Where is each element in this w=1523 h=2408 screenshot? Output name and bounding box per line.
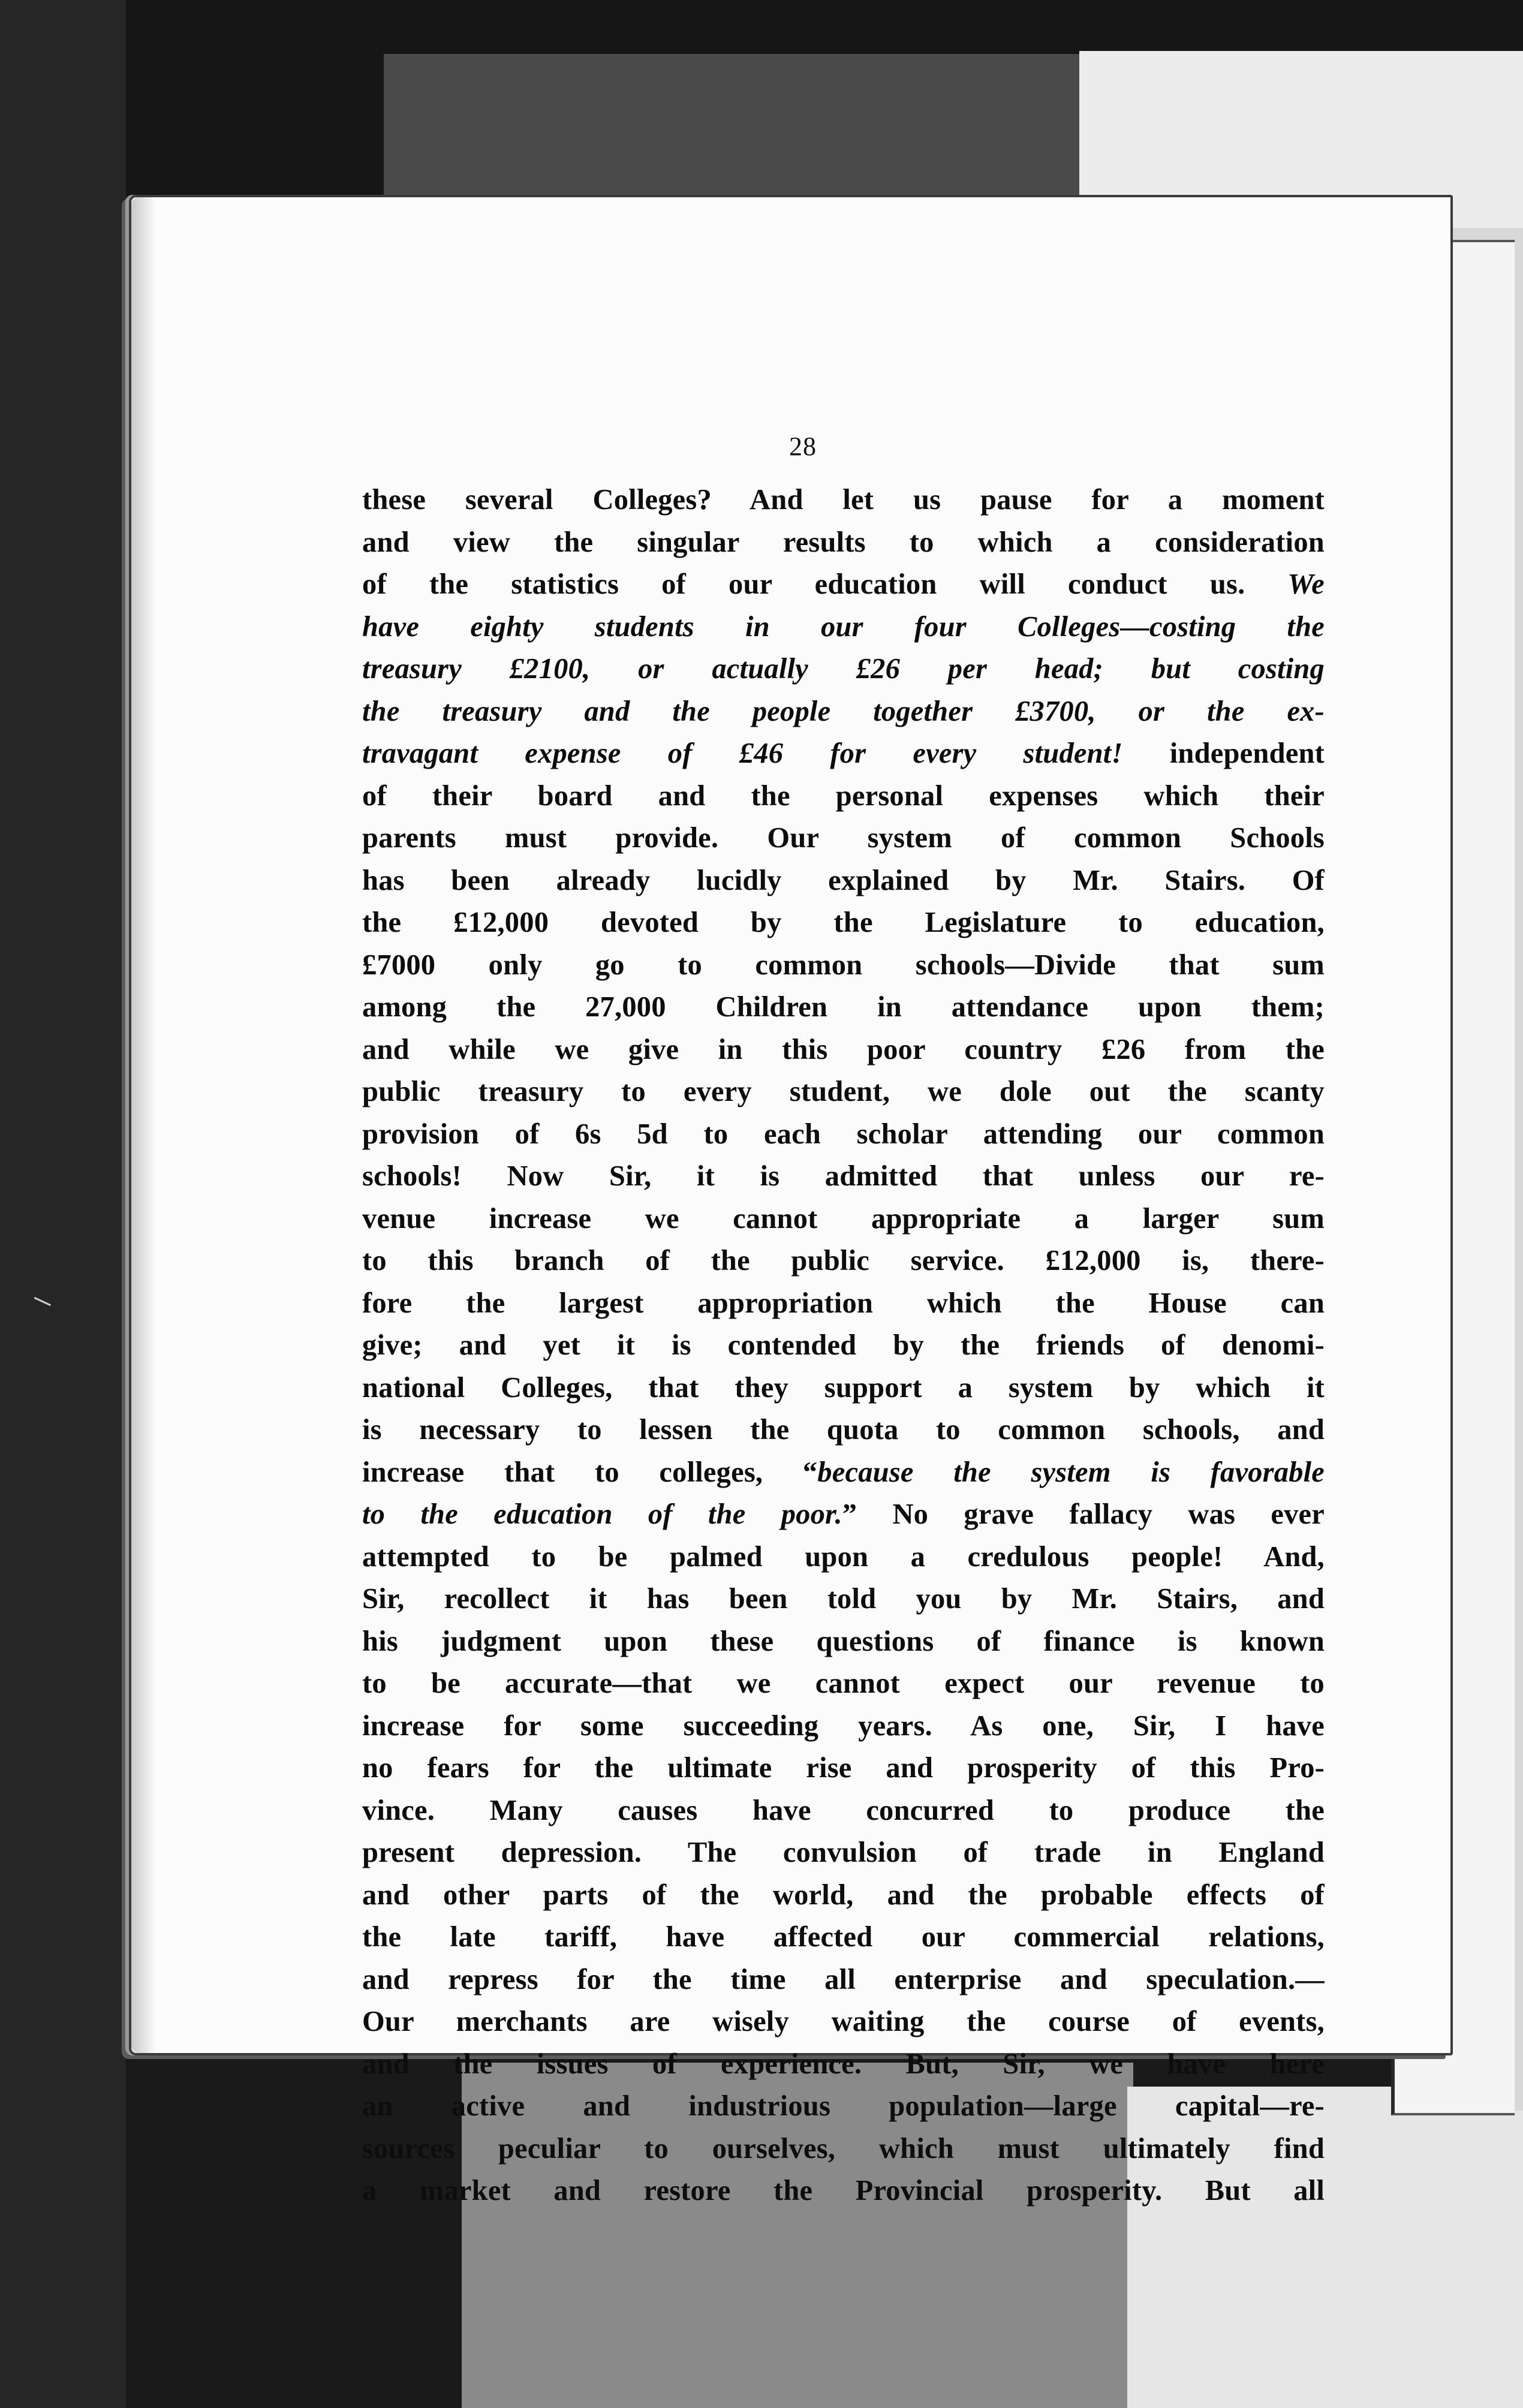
- text-line: [362, 522, 1325, 564]
- page-spine-shadow: [131, 197, 155, 2053]
- text-run: and the issues of experience. But, Sir, we have here: [362, 2048, 1325, 2080]
- text-run: to this branch of the public service. £12,000 is, there-: [362, 1245, 1325, 1277]
- text-run: a market and restore the Provincial prosperity. But all: [362, 2175, 1325, 2207]
- text-run: Sir, recollect it has been told you by Mr. Stairs, and: [362, 1583, 1325, 1615]
- text-line: [362, 2128, 1325, 2171]
- text-run: vince. Many causes have concurred to produce the: [362, 1794, 1325, 1826]
- text-run: an active and industrious population—large capital—re-: [362, 2090, 1325, 2122]
- text-run: to be accurate—that we cannot expect our revenue to: [362, 1667, 1325, 1699]
- text-run: fore the largest appropriation which the House can: [362, 1287, 1325, 1319]
- text-line: [362, 2043, 1325, 2086]
- text-line: [362, 648, 1325, 691]
- text-line: [362, 1283, 1325, 1325]
- text-run: parents must provide. Our system of common Schools: [362, 822, 1325, 854]
- text-line: [362, 2085, 1325, 2128]
- text-run: increase for some succeeding years. As one, Sir, I have: [362, 1709, 1325, 1742]
- body-text: [362, 479, 1325, 2213]
- text-run: increase that to colleges, “: [362, 1456, 818, 1488]
- text-line: [362, 1367, 1325, 1410]
- text-run: independent: [1169, 738, 1325, 769]
- italic-text: because the system is favorable: [817, 1456, 1325, 1488]
- text-line: [362, 1029, 1325, 1071]
- italic-text: treasury £2100, or actually £26 per head; but costing: [362, 653, 1325, 685]
- text-run: the £12,000 devoted by the Legislature to education,: [362, 907, 1325, 938]
- text-line: [362, 1705, 1325, 1748]
- book-page: [129, 195, 1453, 2207]
- text-run: no fears for the ultimate rise and prosperity of this Pro-: [362, 1752, 1325, 1784]
- text-line: [362, 2170, 1325, 2213]
- text-run: and while we give in this poor country £26 from the: [362, 1033, 1325, 1065]
- text-run: national Colleges, that they support a system by which it: [362, 1371, 1325, 1404]
- page-number: 28: [789, 432, 817, 461]
- text-line: [362, 944, 1325, 987]
- text-run: attempted to be palmed upon a credulous people! And,: [362, 1540, 1325, 1573]
- text-run: has been already lucidly explained by Mr. Stairs. Of: [362, 864, 1325, 896]
- text-line: [362, 606, 1325, 649]
- text-line: [362, 817, 1325, 860]
- text-run: venue increase we cannot appropriate a larger sum: [362, 1202, 1325, 1235]
- text-line: [362, 1747, 1325, 1790]
- text-line: [362, 1663, 1325, 1705]
- text-line: [362, 902, 1325, 944]
- text-run: £7000 only go to common schools—Divide that sum: [362, 949, 1325, 981]
- text-run: and view the singular results to which a consideration: [362, 526, 1325, 558]
- italic-text: We: [1287, 568, 1325, 600]
- text-line: [362, 1325, 1325, 1367]
- text-run: ” No grave fallacy was ever: [842, 1498, 1325, 1530]
- text-run: sources peculiar to ourselves, which must ultimately find: [362, 2132, 1325, 2165]
- text-run: among the 27,000 Children in attendance upon them;: [362, 991, 1325, 1023]
- text-run: public treasury to every student, we dole out the scanty: [362, 1076, 1325, 1107]
- text-line: [362, 733, 1325, 775]
- text-line: [362, 1621, 1325, 1663]
- text-line: [362, 1832, 1325, 1874]
- text-run: schools! Now Sir, it is admitted that unless our re-: [362, 1160, 1325, 1192]
- text-line: [362, 1494, 1325, 1536]
- text-line: [362, 2001, 1325, 2043]
- italic-text: have eighty students in our four Colleges—costing the: [362, 610, 1325, 643]
- italic-text: to the education of the poor.: [362, 1498, 842, 1530]
- text-run: and other parts of the world, and the probable effects of: [362, 1879, 1325, 1911]
- text-run: the late tariff, have affected our commercial relations,: [362, 1921, 1325, 1953]
- text-run: provision of 6s 5d to each scholar attending our common: [362, 1118, 1325, 1150]
- italic-text: travagant expense of £46 for every student!: [362, 738, 1170, 769]
- text-run: and repress for the time all enterprise and speculation.—: [362, 1963, 1325, 1995]
- text-run: give; and yet it is contended by the friends of denomi-: [362, 1329, 1325, 1361]
- text-run: present depression. The convulsion of trade in England: [362, 1837, 1325, 1868]
- text-line: [362, 1113, 1325, 1156]
- text-line: [362, 1409, 1325, 1452]
- text-line: [362, 1578, 1325, 1621]
- text-run: his judgment upon these questions of finance is known: [362, 1625, 1325, 1657]
- text-run: these several Colleges? And let us pause for a moment: [362, 484, 1325, 516]
- text-line: [362, 691, 1325, 733]
- film-background-left: [0, 0, 126, 2408]
- film-background-strip: [384, 54, 1115, 210]
- text-line: [362, 1916, 1325, 1959]
- text-line: [362, 1155, 1325, 1198]
- text-line: [362, 1198, 1325, 1241]
- text-line: [362, 1790, 1325, 1832]
- text-run: Our merchants are wisely waiting the course of events,: [362, 2006, 1325, 2037]
- text-line: [362, 1536, 1325, 1579]
- text-line: [362, 775, 1325, 818]
- text-line: [362, 479, 1325, 522]
- text-line: [362, 1452, 1325, 1494]
- text-line: [362, 986, 1325, 1029]
- text-line: [362, 860, 1325, 902]
- text-line: [362, 564, 1325, 606]
- text-line: [362, 1240, 1325, 1283]
- text-run: is necessary to lessen the quota to common schools, and: [362, 1414, 1325, 1446]
- text-run: of the statistics of our education will conduct us.: [362, 568, 1288, 600]
- text-run: of their board and the personal expenses which their: [362, 779, 1325, 812]
- italic-text: the treasury and the people together £3700, or the ex-: [362, 695, 1325, 727]
- text-line: [362, 1959, 1325, 2001]
- text-line: [362, 1874, 1325, 1917]
- text-line: [362, 1071, 1325, 1113]
